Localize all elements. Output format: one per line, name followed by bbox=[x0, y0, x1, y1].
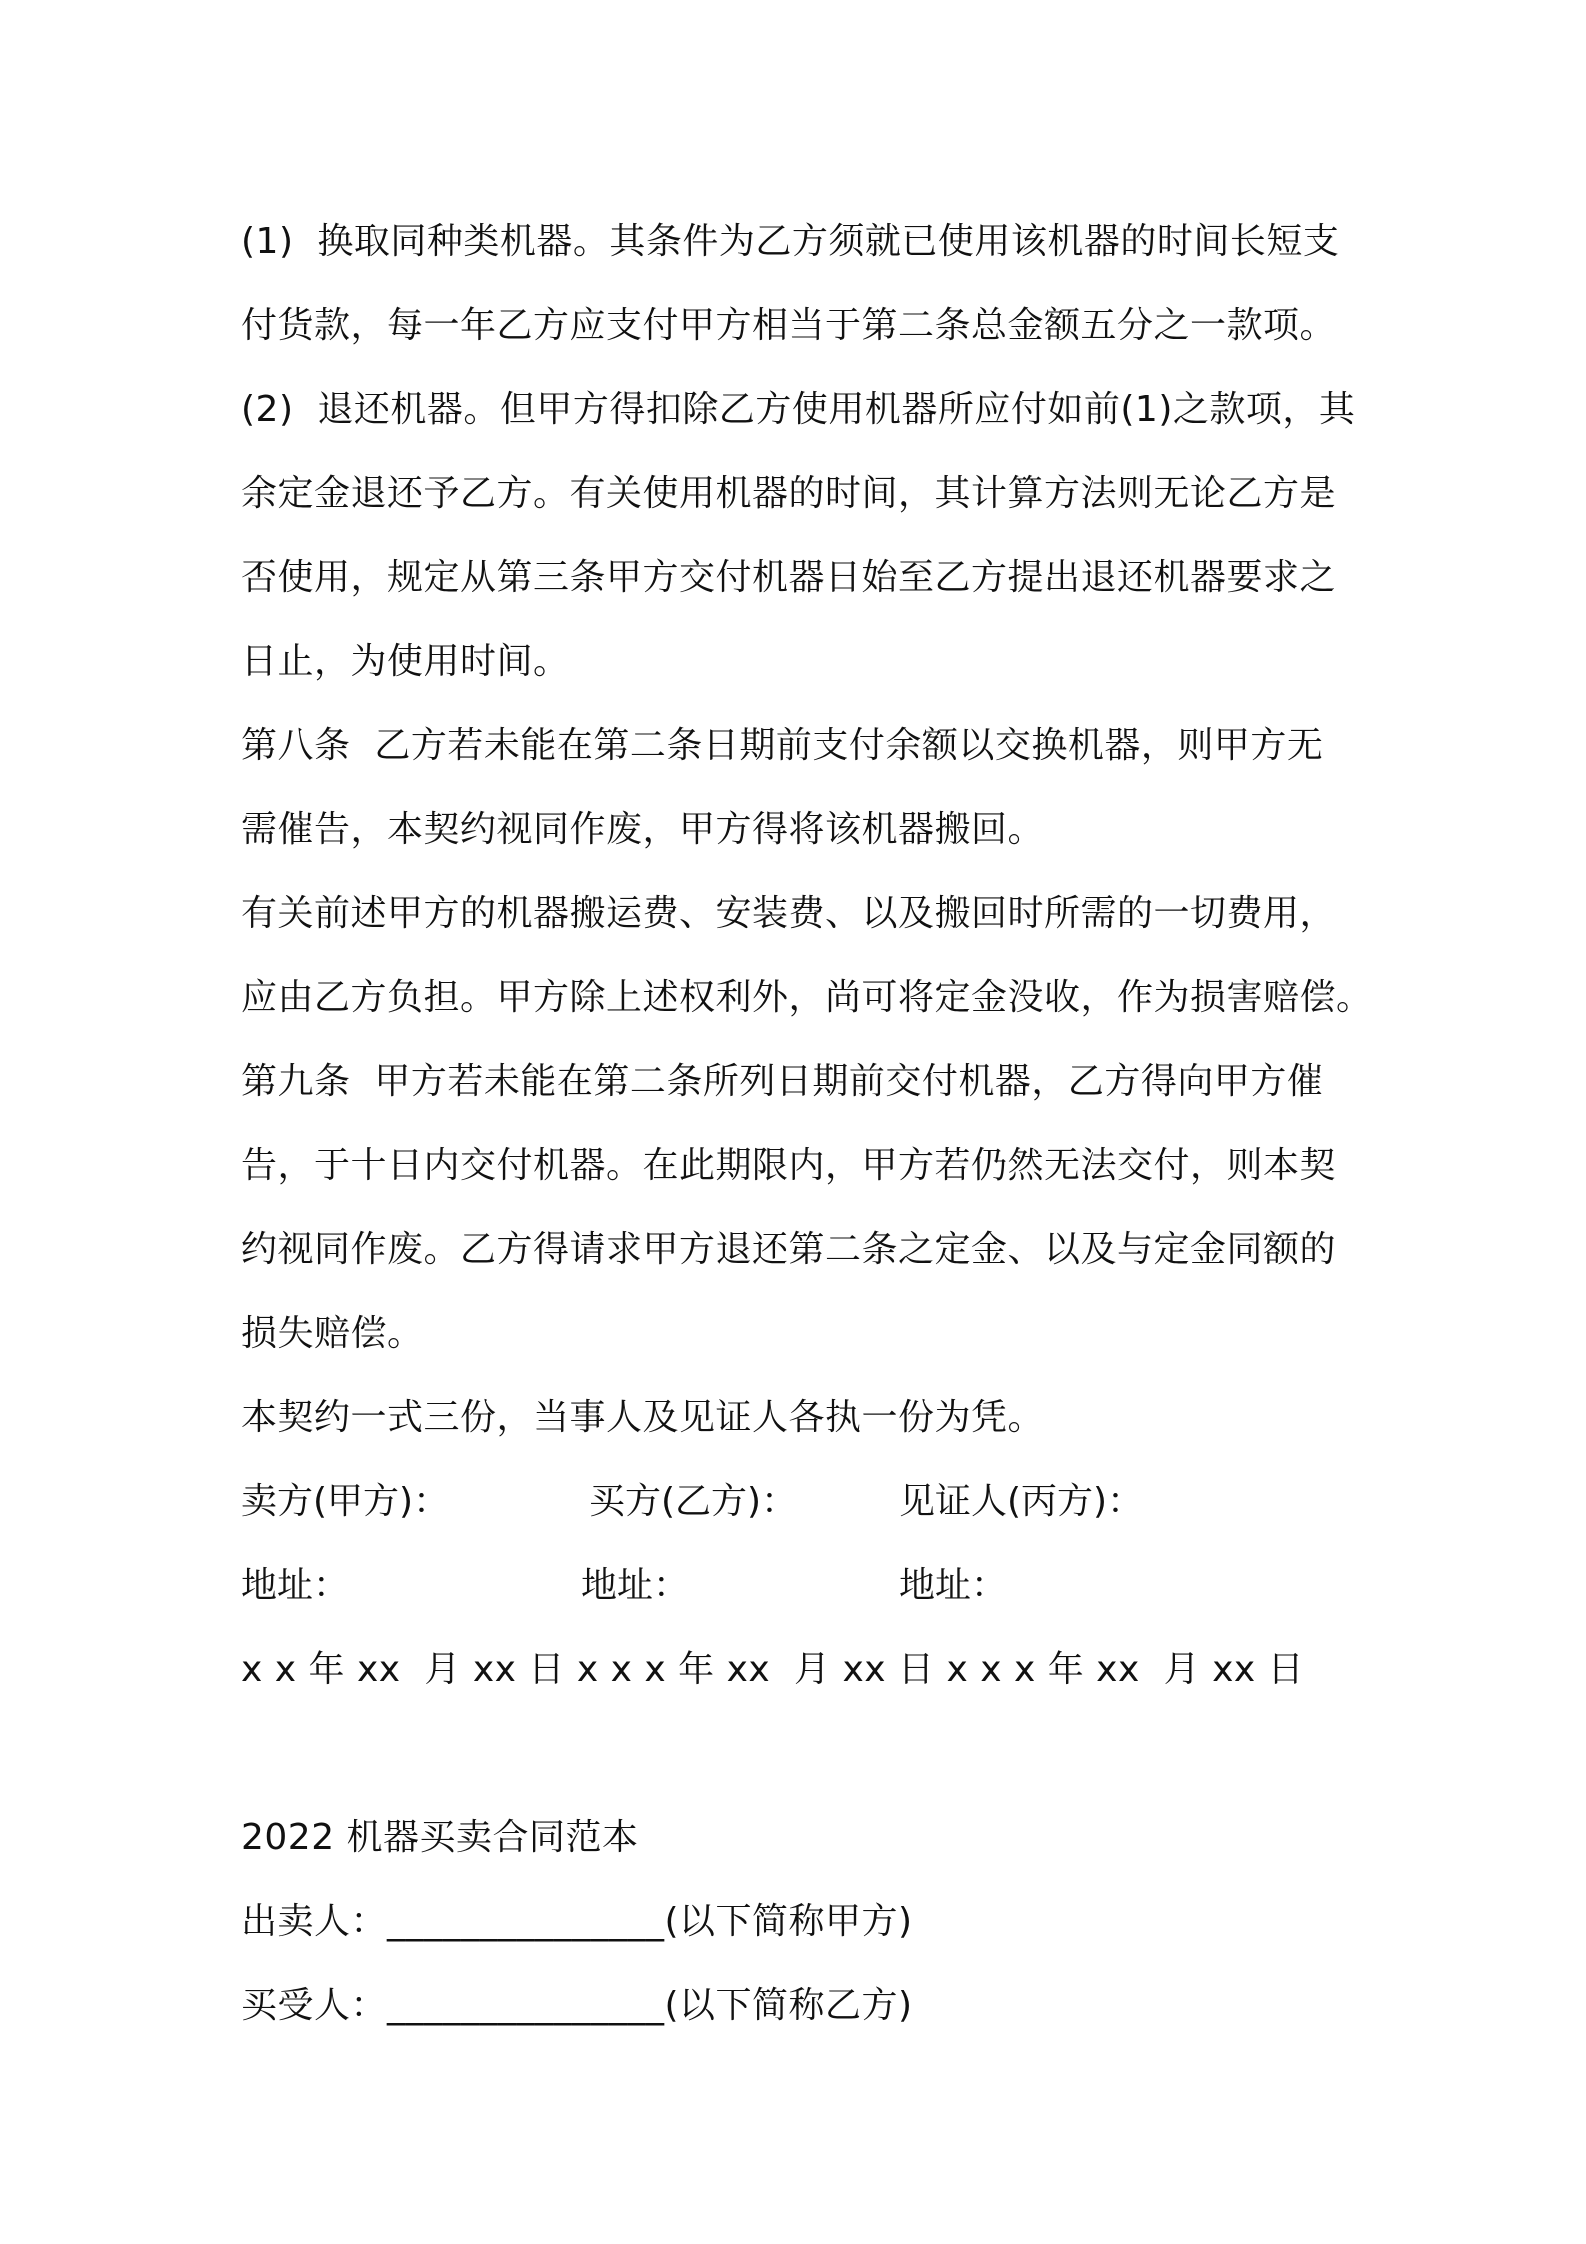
seller-address-label: 地址： bbox=[241, 1565, 350, 1606]
clause-line: 应由乙方负担。甲方除上述权利外，尚可将定金没收，作为损害赔偿。 bbox=[241, 977, 1373, 1018]
clause-line: 需催告，本契约视同作废，甲方得将该机器搬回。 bbox=[241, 809, 1045, 850]
witness-address-label: 地址： bbox=[899, 1565, 1008, 1606]
section-spacer bbox=[241, 1712, 1357, 1796]
clause-line: 第九条 甲方若未能在第二条所列日期前交付机器，乙方得向甲方催 bbox=[241, 1061, 1324, 1102]
clause-line: 约视同作废。乙方得请求甲方退还第二条之定金、以及与定金同额的 bbox=[241, 1229, 1337, 1270]
signature-parties-row bbox=[241, 1460, 1357, 1544]
contract-body bbox=[241, 200, 1373, 2048]
witness-label: 见证人(丙方)： bbox=[899, 1481, 1144, 1522]
buyer-label: 买方(乙方)： bbox=[589, 1481, 798, 1522]
clause-line: (1) 换取同种类机器。其条件为乙方须就已使用该机器的时间长短支 bbox=[241, 221, 1340, 262]
signature-address-row bbox=[241, 1544, 1357, 1628]
clause-line: 告，于十日内交付机器。在此期限内，甲方若仍然无法交付，则本契 bbox=[241, 1145, 1337, 1186]
clause-line: 余定金退还予乙方。有关使用机器的时间，其计算方法则无论乙方是 bbox=[241, 473, 1337, 514]
buyer-name-line: 买受人：_______________(以下简称乙方) bbox=[241, 1985, 913, 2026]
buyer-address-label: 地址： bbox=[581, 1565, 690, 1606]
signature-dates-row: x x 年 xx 月 xx 日 x x x 年 xx 月 xx 日 x x x 年 xx 月 xx 日 bbox=[241, 1649, 1305, 1690]
seller-label: 卖方(甲方)： bbox=[241, 1481, 450, 1522]
clause-line: 日止，为使用时间。 bbox=[241, 641, 570, 682]
clause-line: 否使用，规定从第三条甲方交付机器日始至乙方提出退还机器要求之 bbox=[241, 557, 1337, 598]
clause-line: 损失赔偿。 bbox=[241, 1313, 424, 1354]
seller-name-line: 出卖人：_______________(以下简称甲方) bbox=[241, 1901, 913, 1942]
second-contract-title: 2022 机器买卖合同范本 bbox=[241, 1817, 639, 1858]
clause-line: 第八条 乙方若未能在第二条日期前支付余额以交换机器，则甲方无 bbox=[241, 725, 1324, 766]
clause-line: 付货款，每一年乙方应支付甲方相当于第二条总金额五分之一款项。 bbox=[241, 305, 1337, 346]
clause-line: 本契约一式三份，当事人及见证人各执一份为凭。 bbox=[241, 1397, 1045, 1438]
clause-line: 有关前述甲方的机器搬运费、安装费、以及搬回时所需的一切费用， bbox=[241, 893, 1337, 934]
clause-line: (2) 退还机器。但甲方得扣除乙方使用机器所应付如前(1)之款项，其 bbox=[241, 389, 1356, 430]
